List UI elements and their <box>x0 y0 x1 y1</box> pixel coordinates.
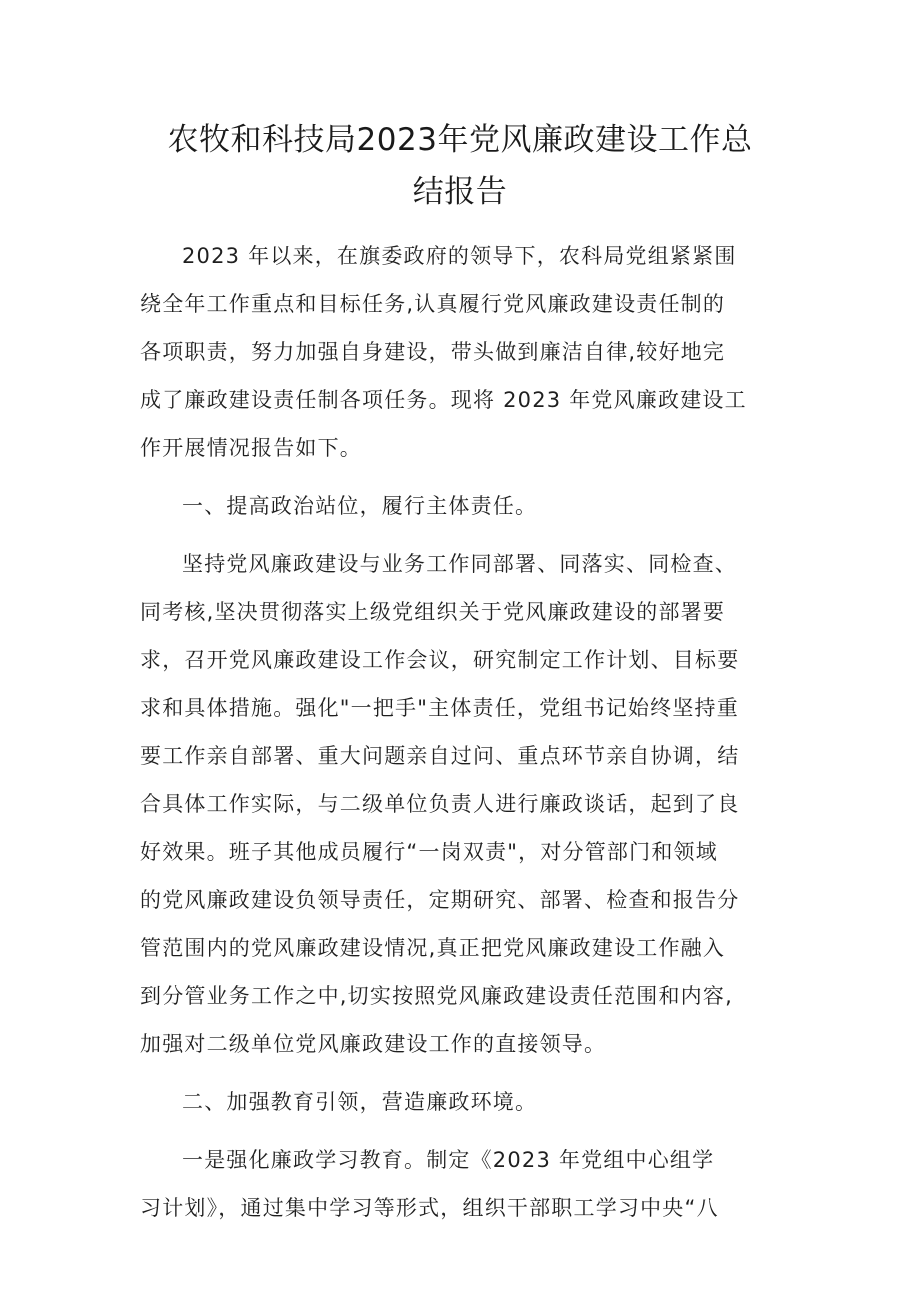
section-1-line: 坚持党风廉政建设与业务工作同部署、同落实、同检查、 <box>182 552 737 576</box>
intro-line: 各项职责，努力加强自身建设，带头做到廉洁自律,较好地完 <box>140 340 726 364</box>
section-1-line: 求，召开党风廉政建设工作会议，研究制定工作计划、目标要 <box>140 648 740 672</box>
intro-line: 成了廉政建设责任制各项任务。现将 2023 年党风廉政建设工 <box>140 388 747 412</box>
intro-line: 作开展情况报告如下。 <box>140 436 362 460</box>
intro-line: 绕全年工作重点和目标任务,认真履行党风廉政建设责任制的 <box>140 292 726 316</box>
section-2-line: 习计划》，通过集中学习等形式，组织干部职工学习中央“八 <box>140 1196 719 1220</box>
section-1-line: 求和具体措施。强化"一把手"主体责任，党组书记始终坚持重 <box>140 696 739 720</box>
section-1-paragraph <box>140 540 800 1068</box>
intro-line: 2023 年以来，在旗委政府的领导下，农科局党组紧紧围 <box>182 244 737 268</box>
section-2-line: 一是强化廉政学习教育。制定《2023 年党组中心组学 <box>182 1148 715 1172</box>
section-2-heading: 二、加强教育引领，营造廉政环境。 <box>182 1090 538 1114</box>
section-1-line: 同考核,坚决贯彻落实上级党组织关于党风廉政建设的部署要 <box>140 600 726 624</box>
section-1-line: 管范围内的党风廉政建设情况,真正把党风廉政建设工作融入 <box>140 936 726 960</box>
title-line-1: 农牧和科技局2023年党风廉政建设工作总 <box>167 122 753 158</box>
document-title <box>120 114 800 218</box>
section-1-line: 加强对二级单位党风廉政建设工作的直接领导。 <box>140 1032 607 1056</box>
section-1-line: 要工作亲自部署、重大问题亲自过问、重点环节亲自协调，结 <box>140 744 740 768</box>
section-1-line: 到分管业务工作之中,切实按照党风廉政建设责任范围和内容, <box>140 984 733 1008</box>
section-1-line: 的党风廉政建设负领导责任，定期研究、部署、检查和报告分 <box>140 888 740 912</box>
intro-paragraph <box>140 232 800 472</box>
section-1-line: 合具体工作实际，与二级单位负责人进行廉政谈话，起到了良 <box>140 792 740 816</box>
section-2-paragraph <box>140 1136 800 1232</box>
section-1-heading: 一、提高政治站位，履行主体责任。 <box>182 494 538 518</box>
title-line-2: 结报告 <box>412 174 508 210</box>
document-body <box>140 232 800 1232</box>
section-1-line: 好效果。班子其他成员履行“一岗双责"，对分管部门和领域 <box>140 840 718 864</box>
